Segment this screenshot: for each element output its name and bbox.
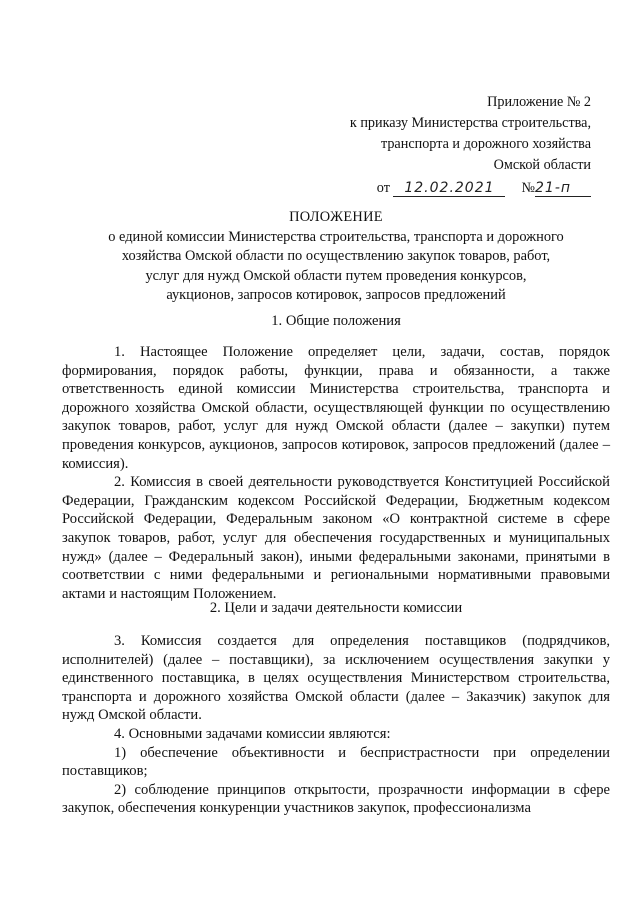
section-2-body [62, 632, 610, 818]
title-line: услуг для нужд Омской области путем проведения конкурсов, [145, 267, 527, 284]
appendix-number: Приложение № 2 [487, 94, 591, 110]
handwritten-number: 21-п [535, 180, 591, 197]
paragraph: 4. Основными задачами комиссии являются: [114, 725, 391, 742]
paragraph: 2) соблюдение принципов открытости, прозрачности информации в сфере закупок, обеспечения конкуренции участников закупок, профессионализма [62, 781, 610, 817]
document-title [62, 208, 610, 306]
appendix-ministry: транспорта и дорожного хозяйства [380, 136, 591, 152]
section-1-heading: 1. Общие положения [271, 313, 401, 329]
section-2-heading: 2. Цели и задачи деятельности комиссии [209, 600, 463, 616]
date-prefix: от [376, 180, 390, 196]
title-heading: ПОЛОЖЕНИЕ [289, 209, 383, 225]
paragraph: 3. Комиссия создается для определения поставщиков (подрядчиков, исполнителей) (далее – поставщики), за исключением осуществления закупки у единственного поставщика, в целях осуществления Министерством строительства, транспорта и дорожного хозяйства Омской области (далее – Заказчик) закупок для нужд Омской области. [62, 633, 610, 724]
appendix-block [291, 92, 591, 199]
title-line: о единой комиссии Министерства строительства, транспорта и дорожного [108, 228, 564, 245]
section-1-body [62, 343, 610, 603]
appendix-region: Омской области [493, 157, 591, 173]
title-line: аукционов, запросов котировок, запросов предложений [166, 287, 506, 303]
handwritten-date: 12.02.2021 [393, 180, 505, 197]
paragraph: 1) обеспечение объективности и беспристрастности при определении поставщиков; [62, 744, 610, 780]
paragraph: 1. Настоящее Положение определяет цели, задачи, состав, порядок формирования, порядок работы, функции, права и обязанности, а также ответственность единой комиссии Министерства строительства, транспорта и дорожного хозяйства Омской области, осуществляющей функции по осуществлению закупок товаров, работ, услуг для нужд Омской области (далее – закупки) путем проведения конкурсов, аукционов, запросов котировок, запросов предложений (далее – комиссия). [62, 344, 610, 472]
paragraph: 2. Комиссия в своей деятельности руководствуется Конституцией Российской Федерации, Гражданским кодексом Российской Федерации, Бюджетным кодексом Российской Федерации, Федеральным законом «О контрактной системе в сфере закупок товаров, работ, услуг для обеспечения государственных и муниципальных нужд» (далее – Федеральный закон), иными федеральными законами, принятыми в соответствии с ними федеральными и региональными нормативными правовыми актами и настоящим Положением. [62, 474, 610, 602]
title-line: хозяйства Омской области по осуществлению закупок товаров, работ, [121, 248, 551, 264]
appendix-date-line [291, 178, 591, 199]
appendix-order-ref: к приказу Министерства строительства, [349, 115, 591, 131]
number-prefix: № [521, 180, 535, 196]
